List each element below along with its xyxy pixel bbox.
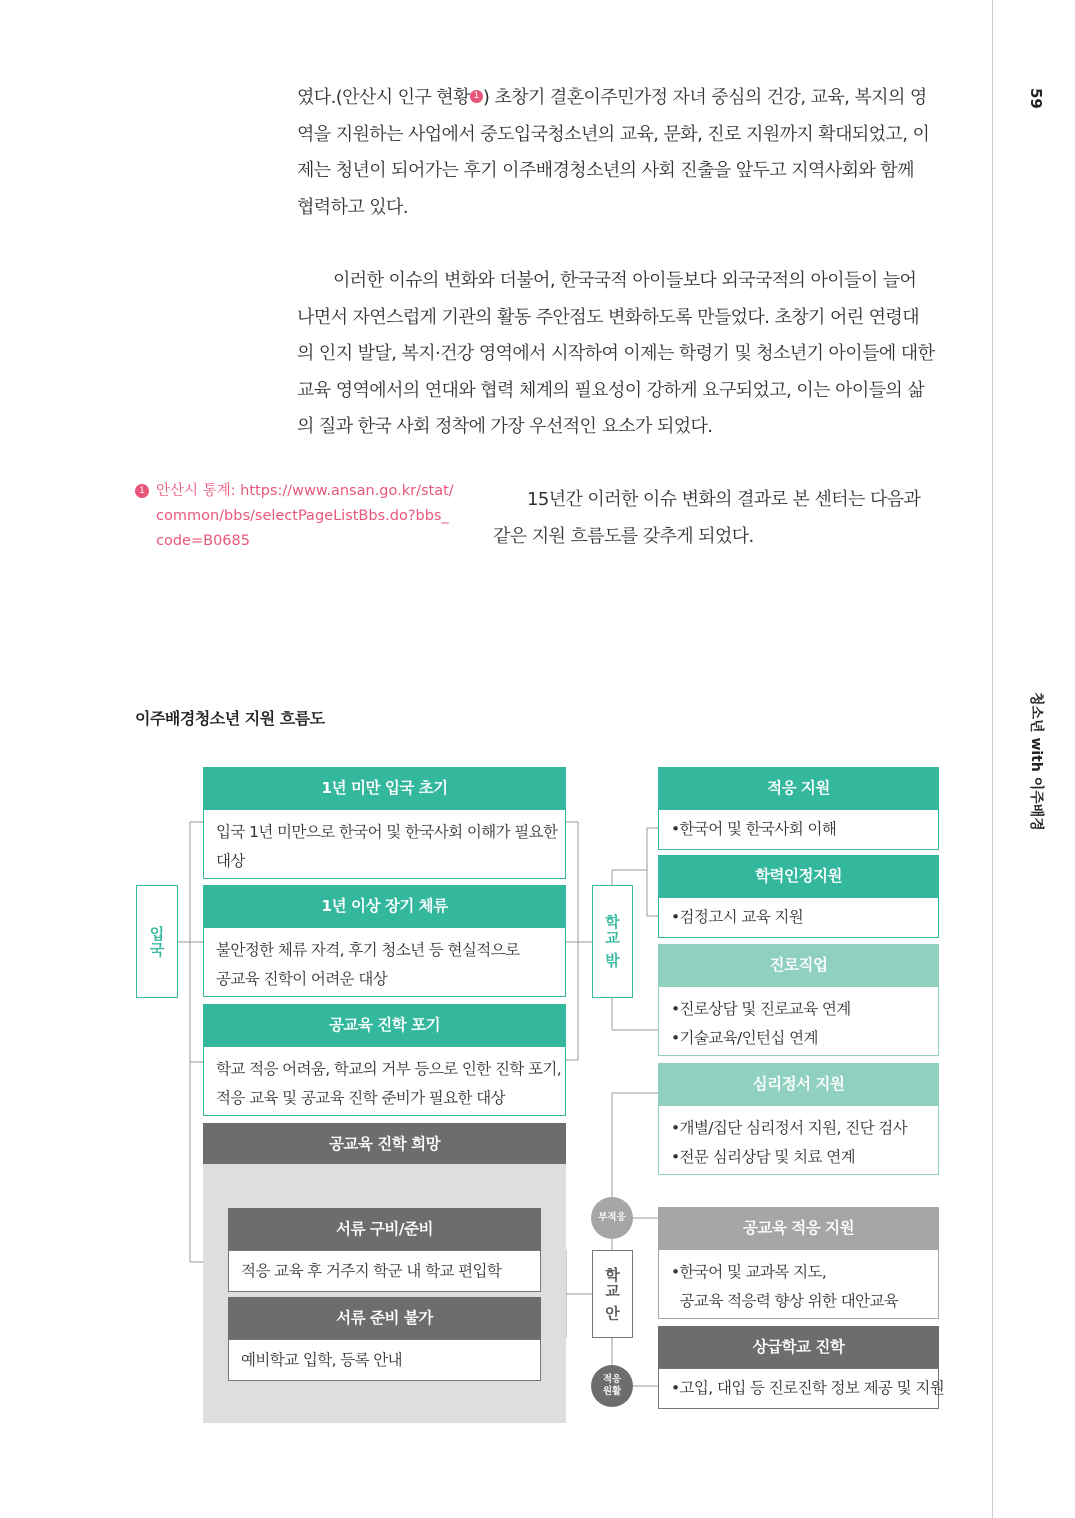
body-line: •검정고시 교육 지원: [671, 908, 804, 926]
body-line: 공교육 진학이 어려운 대상: [216, 970, 388, 988]
running-title: 청소년 with 이주배경: [1028, 692, 1044, 831]
early-entry-body: [203, 809, 566, 879]
side-rule: [992, 0, 993, 1518]
career-body: [658, 986, 939, 1056]
body-line: 학교 적응 어려움, 학교의 거부 등으로 인한 진학 포기,: [216, 1060, 562, 1078]
psych-body: [658, 1105, 939, 1175]
footnote-number-icon: 1: [135, 484, 149, 498]
docs-ready-body: [228, 1250, 541, 1292]
body-line: 예비학교 입학, 등록 안내: [241, 1351, 403, 1369]
give-up-body: [203, 1046, 566, 1116]
body-line: •전문 심리상담 및 치료 연계: [671, 1148, 855, 1166]
body-line: 불안정한 체류 자격, 후기 청소년 등 현실적으로: [216, 941, 520, 959]
text-line: 협력하고 있다.: [297, 196, 408, 218]
footnote-line[interactable]: 안산시 통계: https://www.ansan.go.kr/stat/: [156, 483, 454, 499]
footnote-marker[interactable]: 1: [470, 90, 483, 103]
entry-label: 입국: [147, 925, 166, 958]
body-line: 공교육 적응력 향상 위한 대안교육: [671, 1292, 899, 1310]
paragraph-1: [297, 80, 939, 226]
hope-header: 공교육 진학 희망: [203, 1123, 566, 1165]
entry-box: [136, 885, 178, 998]
text-line: 나면서 자연스럽게 기관의 활동 주안점도 변화하도록 만들었다. 초창기 어린 연령대: [297, 306, 920, 328]
in-school-label: 학교 안: [603, 1266, 621, 1322]
higher-school-body: [658, 1368, 945, 1409]
body-line: •기술교육/인턴십 연계: [671, 1029, 818, 1047]
body-line: 적응 교육 후 거주지 학군 내 학교 편입학: [241, 1262, 502, 1280]
text-line: 의 질과 한국 사회 정착에 가장 우선적인 요소가 되었다.: [297, 416, 713, 437]
higher-school-header: 상급학교 진학: [658, 1326, 939, 1368]
paragraph-3: [493, 482, 939, 555]
body-line: •개별/집단 심리정서 지원, 진단 검사: [671, 1119, 908, 1137]
adapt-body: [658, 809, 939, 850]
footnote: [135, 479, 470, 554]
text-line: 교육 영역에서의 연대와 협력 체계의 필요성이 강하게 요구되었고, 이는 아이들의 삶: [297, 379, 925, 401]
credential-body: [658, 897, 939, 938]
docs-unready-body: [228, 1339, 541, 1381]
text-line: 같은 지원 흐름도를 갖추게 되었다.: [493, 525, 754, 547]
psych-header: 심리정서 지원: [658, 1063, 939, 1105]
body-line: •진로상담 및 진로교육 연계: [671, 1000, 851, 1018]
footnote-line[interactable]: common/bbs/selectPageListBbs.do?bbs_: [156, 508, 449, 524]
out-of-school-label: 학교 밖: [603, 914, 621, 969]
long-stay-header: 1년 이상 장기 체류: [203, 885, 566, 927]
text-line: 역을 지원하는 사업에서 중도입국청소년의 교육, 문화, 진로 지원까지 확대되었고, 이: [297, 123, 930, 145]
credential-header: 학력인정지원: [658, 855, 939, 897]
text-line: 였다.(안산시 인구 현황 1 ) 초창기 결혼이주민가정 자녀 중심의 건강, 교육, 복지의 영: [297, 87, 927, 108]
docs-ready-header: 서류 구비/준비: [228, 1208, 541, 1250]
adapt-header: 적응 지원: [658, 767, 939, 809]
body-line: •고입, 대입 등 진로진학 정보 제공 및 지원: [671, 1379, 945, 1397]
adjust-badge: 적응 원활: [591, 1365, 633, 1407]
text-line: 의 인지 발달, 복지·건강 영역에서 시작하여 이제는 학령기 및 청소년기 아이들에 대한: [297, 343, 935, 364]
long-stay-body: [203, 927, 566, 997]
out-of-school-box: [592, 885, 633, 998]
in-school-box: [592, 1250, 633, 1338]
maladjust-badge: 부적응: [591, 1197, 633, 1239]
body-line: •한국어 및 한국사회 이해: [671, 820, 837, 838]
text-line: 제는 청년이 되어가는 후기 이주배경청소년의 사회 진출을 앞두고 지역사회와 함께: [297, 160, 914, 181]
paragraph-2: [297, 263, 939, 446]
docs-unready-header: 서류 준비 불가: [228, 1297, 541, 1339]
early-entry-header: 1년 미만 입국 초기: [203, 767, 566, 809]
page-number: 59: [1027, 88, 1045, 109]
text-line: 15년간 이러한 이슈 변화의 결과로 본 센터는 다음과: [527, 489, 921, 510]
body-line: 적응 교육 및 공교육 진학 준비가 필요한 대상: [216, 1089, 506, 1107]
public-adapt-body: [658, 1249, 939, 1319]
give-up-header: 공교육 진학 포기: [203, 1004, 566, 1046]
body-line: •한국어 및 교과목 지도,: [671, 1263, 827, 1281]
public-adapt-header: 공교육 적응 지원: [658, 1207, 939, 1249]
career-header: 진로직업: [658, 944, 939, 986]
hope-panel: [203, 1164, 566, 1423]
text-line: 이러한 이슈의 변화와 더불어, 한국국적 아이들보다 외국국적의 아이들이 늘어: [333, 270, 917, 291]
footnote-line[interactable]: code=B0685: [156, 533, 250, 549]
body-line: 대상: [216, 852, 245, 870]
body-line: 입국 1년 미만으로 한국어 및 한국사회 이해가 필요한: [216, 823, 558, 841]
diagram-title: 이주배경청소년 지원 흐름도: [135, 709, 325, 728]
